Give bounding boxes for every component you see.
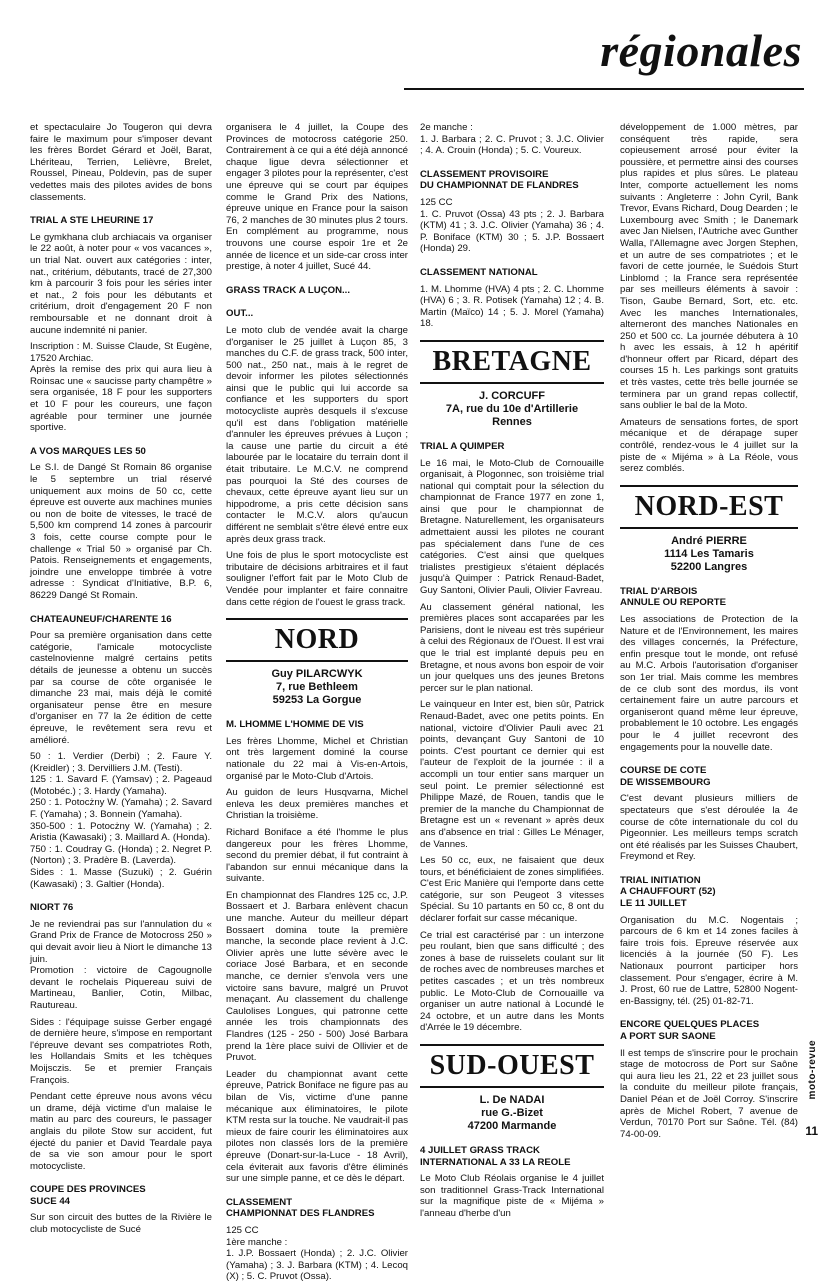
article-paragraph: Le S.I. de Dangé St Romain 86 organise le 5 septembre un trial réservé uniquement aux moins de 50 cc, cette épreuve est ouverte aux machines munies ou non de boite de vitesses, le tracé de 5,500 km comprend 14 zones à parcourir 3 fois, cette course compte pour le challenge « Trial 50 » organisé par Ch. Patois. Renseignements et engagements, joindre une enveloppe timbrée à votre adresse : Syndicat d'Initiative, B.P. 6, 86229 Dangé St Romain. [30,462,212,601]
article-paragraph: Les associations de Protection de la Nature et de l'Environnement, les maires des villages concernés, la Préfecture, enfin presque tout le monde, ont refusé au M.C. Arbois l'autorisation d'organiser son 1er trial. Mais comme les membres de ce club sont des mordus, ils vont certainement faire un autre parcours et organiseront quand même leur épreuve, probablement le 10 octobre. Les engagés pour le 4 juillet recevront des engagements pour la nouvelle date. [620,614,798,753]
section-heading: COUPE DES PROVINCES SUCE 44 [30,1184,146,1207]
article-paragraph: Le Moto Club Réolais organise le 4 juillet son traditionnel Grass-Track International sur la magnifique piste de « Mijéma » l'anneau d'herbe d'un [420,1173,604,1219]
correspondent-address: Guy PILARCWYK 7, rue Bethleem 59253 La Gorgue [271,668,363,707]
article-paragraph: développement de 1.000 mètres, par conséquent très rapide, sera copieusement arrosé pour éviter la poussière, et permettre ainsi des courses plus rapides et plus sûres. Le plateau Inter, comporte actuellement les noms suivants : Angleterre : John Cyril, Bank Trevor, Evans Richard, Doug Dearden ; le Luxembourg avec Smith ; le Danemark avec Jan Nielsen, l'Autriche avec Gunther Walla, l'Allemagne avec Jorgen Stephen, et un autre de ses compatriotes ; et le favori de cette journée, le Suédois Sturt Linblomd ; la France sera représentée par ses meilleurs éléments à savoir : Tison, Gaube Bernard, Sort, etc. etc. Avec les manches Internationales, alterneront des manches Nationales en 250 et 500 cc. La journée débutera à 10 h avec les essais, à 12 h apéritif d'honneur offert par Ricard, départ des courses 15 h. Les parkings sont gratuits et très vastes, cette très belle journée se terminera par un grand repas collectif, sans oublier le bal de la Moto. [620,122,798,412]
article-paragraph: 50 : 1. Verdier (Derbi) ; 2. Faure Y. (Kreidler) ; 3. Dervilliers J.M. (Testi). 125 : 1. Savard F. (Yamsav) ; 2. Pageaud (Motobéc.) ; 3. Hardy (Yamaha). 250 : 1. Potocżny W. (Yamaha) ; 2. Savard F. (Yamaha) ; 3. Bonnein (Yamaha). 350-500 : 1. Potocżny W. (Yamaha) ; 2. Aristia (Kawasaki) ; 3. Maillard A. (Honda). 750 : 1. Coudray G. (Honda) ; 2. Negret P. (Norton) ; 3. Pradère B. (Laverda). Sides : 1. Masse (Suzuki) ; 2. Guérin (Kawasaki) ; 3. Galtier (Honda). [30,751,212,890]
article-paragraph: Ce trial est caractérisé par : un interzone peu roulant, bien que sans difficulté ; des zones à base de ruisselets coulant sur lit de roches avec de nombreuses marches et petites cascades ; et un très nombreux public. Le Moto-Club de Cornouaille va organiser un autre national à Locundé le 24 octobre, et un autre dans les Monts d'Arrée le 19 décembre. [420,929,604,1034]
section-heading: TRIAL A QUIMPER [420,440,505,452]
section-heading: CLASSEMENT PROVISOIRE DU CHAMPIONNAT DE FLANDRES [420,168,579,192]
article-paragraph: Le gymkhana club archiacais va organiser le 22 août, à noter pour « vos vacances », un trial Nat. ouvert aux catégories : inter, nat., critérium, débutants, tracé de 27,300 km à parcourir 3 fois pour les séries inter et nat., 2 fois pour les débutants et critérium, droit d'engagement 20 F non remboursable et ne donnant droit à aucune indemnité ni panier. [30,231,212,336]
masthead [0,0,824,118]
article-paragraph: C'est devant plusieurs milliers de spectateurs que s'est déroulée la 4e course de côte internationale du col du Pigeonnier. Les meilleurs temps scratch ont été réalisés par les Suisses Chaubert, Freymond et Rey. [620,793,798,863]
section-heading: TRIAL D'ARBOIS ANNULE OU REPORTE [620,585,727,609]
article-paragraph: Le 16 mai, le Moto-Club de Cornouaille organisait, à Plogonnec, son troisième trial national qui comptait pour la sélection du championnat de France 1977 en zone 1, ainsi que pour le championnat de Bretagne. Naturellement, les organisateurs admettaient aussi les pilotes ne courant pas spécialement dans l'une de ces catégories. C'est ainsi que quelques trialistes prestigieux s'étaient déplacés jusqu'à Quimper : Patrick Renaud-Badet, Guy Santoni, Olivier Pauli, Olivier Favreau. [420,457,604,597]
article-paragraph: Sides : l'équipage suisse Gerber engagé de dernière heure, s'impose en remportant l'épreuve devant ses compatriotes Roth, les Hollandais Smits et les tchèques Moijsczis. 5e et premier Français François. [30,1016,212,1086]
article-paragraph: 1. M. Lhomme (HVA) 4 pts ; 2. C. Lhomme (HVA) 6 ; 3. R. Potisek (Yamaha) 12 ; 4. B. Martin (Maïco) 14 ; 5. J. Morel (Yamaha) 18. [420,283,604,330]
article-paragraph: Inscription : M. Suisse Claude, St Eugène, 17520 Archiac. Après la remise des prix qui aura lieu à Roinsac une « saucisse party champêtre » sera organisée, 18 F pour les supporters et 10 F pour les coureurs, une façon agréable pour terminer une journée sportive. [30,341,212,434]
article-paragraph: Pour sa première organisation dans cette catégorie, l'amicale motocycliste castelnovienne malgré certains petits détails de jeunesse a obtenu un succès par sa course de côte organisée le dimanche 23 mai, mais déjà le comité organisateur pense être en mesure d'organiser en 77 la 2e édition de cette épreuve, le revêtement sera revu et amélioré. [30,630,212,746]
section-heading: A VOS MARQUES LES 50 [30,445,146,457]
column-4 [620,122,798,1145]
article-paragraph: Amateurs de sensations fortes, de sport mécanique et de dérapage super contrôlé, rendez-vous le 4 juillet sur la piste de « Mijéma » à La Réole, vous serez comblés. [620,416,798,475]
correspondent-address: L. De NADAI rue G.-Bizet 47200 Marmande [467,1094,557,1132]
section-heading: NIORT 76 [30,902,74,914]
article-paragraph: Au classement général national, les premières places sont accaparées par les Parisiens, dont le niveau est très supérieur à celui des Régionaux de l'Ouest. Il est vrai que le trial est implanté depuis peu en Bretagne, et nous avons bon espoir de voir un jour quelques uns des jeunes Bretons percer sur le plan national. [420,601,604,694]
article-paragraph: Pendant cette épreuve nous avons vécu un drame, déjà victime d'un malaise le matin au parc des coureurs, le passager anglais du pilote Stow sur accident, fut éjecté du panier et David Teardale paya de sa vie son amour pour le sport motocycliste. [30,1091,212,1172]
article-paragraph: 2e manche : 1. J. Barbara ; 2. C. Pruvot ; 3. J.C. Olivier ; 4. A. Crouin (Honda) ; 5. C. Voureux. [420,122,604,157]
column-1 [30,122,212,1241]
section-title: régionales [600,25,802,76]
article-paragraph: Le moto club de vendée avait la charge d'organiser le 25 juillet à Luçon 85, 3 manches du C.F. de grass track, 500 inter, 500 nat., 250 nat., mais à le regret de devoir informer les pilotes sélectionnés ainsi que le public qui lui accorde sa confiance et les supporters du sport motocycliste auprès desquels il s'excuse qu'il est dans l'obligation matérielle d'annuler les épreuves prévues à Luçon ; la cause une partie du circuit a été labourée par le locataire du terrain dont il était tributaire. Le M.C.V. ne comprend pas pourquoi la Sté des courses de chevaux, cette épreuve ayant lieu sur un hippodrome, a pris cette décision sans contacter le M.C.V. alors qu'aucun différent ne semblait s'être élevé entre eux après deux grass track. [226,324,408,545]
section-heading: 4 JUILLET GRASS TRACK INTERNATIONAL A 33 LA REOLE [420,1145,571,1168]
article-paragraph: Je ne reviendrai pas sur l'annulation du « Grand Prix de France de Motocross 250 » qui devait avoir lieu à Niort le dimanche 13 juin. Promotion : victoire de Cagougnolle devant le rochelais Piquereau suivi de Martineau, Banlier, Cotin, Milbac, Rautureau. [30,918,212,1011]
title-rule [404,88,804,90]
article-paragraph: Le vainqueur en Inter est, bien sûr, Patrick Renaud-Badet, avec one petits points. En national, victoire d'Olivier Pauli avec 21 points, devançant Guy Santoni de 10 points. C'est pourtant ce dernier qui est l'auteur de l'exploit de la journée : il a accompli un tour entier sans marquer un seul point. Le premier sélectionné est Philippe Mazé, de Rouen, tandis que le premier de la manche du Championnat de Bretagne est un « revenant » après deux ans d'absence en trial : Gilles Le Ménager, de Vannes. [420,699,604,850]
section-heading: TRIAL INITIATION A CHAUFFOURT (52) LE 11 JUILLET [620,874,716,910]
region-banner: BRETAGNE [420,340,604,384]
column-2 [226,122,408,1288]
article-paragraph: En championnat des Flandres 125 cc, J.P. Bossaert et J. Barbara enlèvent chacun une manche. Auteur du meilleur départ Bossaert domina toute la première manche, la seconde place revient à J.C. Olivier après une lutte sévère avec le coriace José Barbara, et en seconde manche, ce dernier s'envola vers une victoire sans bavure, malgré un Pruvot menaçant. Au classement du challenge Caulolises Longues, qui patronne cette année les trois championnats des Flandres (125 - 250 - 500) José Barbara prend la 1ère place suivi de Ollivier et de Pruvot. [226,889,408,1064]
section-heading: CLASSEMENT CHAMPIONNAT DES FLANDRES [226,1196,375,1220]
section-heading: ENCORE QUELQUES PLACES A PORT SUR SAONE [620,1019,760,1042]
region-banner: NORD-EST [620,485,798,529]
section-heading: OUT... [226,308,254,320]
section-heading: M. LHOMME L'HOMME DE VIS [226,719,364,731]
region-banner: SUD-OUEST [420,1044,604,1088]
page-number: 11 [805,1124,818,1138]
correspondent-address: André PIERRE 1114 Les Tamaris 52200 Langres [664,534,754,573]
section-heading: COURSE DE COTE DE WISSEMBOURG [620,765,711,788]
article-paragraph: 125 CC 1ère manche : 1. J.P. Bossaert (Honda) ; 2. J.C. Olivier (Yamaha) ; 3. J. Barbara (KTM) ; 4. Lecoq (X) ; 5. C. Pruvot (Ossa). [226,1224,408,1283]
article-paragraph: organisera le 4 juillet, la Coupe des Provinces de motocross catégorie 250. Contrairement à ce qui a été déjà annoncé chaque ligue devra sélectionner et engager 3 pilotes pour la représenter, c'est une épreuve qui se court par équipes comme le Grand Prix des Nations, épreuve unique en France pour la saison 76, 2 manches de 30 minutes plus 2 tours. En complément au programme, nous trouvons une course espoir 1re et 2e année de licence et un side-car cross inter prestige, à noter 4 juillet, Sucé 44. [226,122,408,273]
region-banner: NORD [226,618,408,662]
article-paragraph: Les frères Lhomme, Michel et Christian ont très largement dominé la course nationale du 22 mai à Vis-en-Artois, organisé par le Moto-Club d'Artois. [226,735,408,782]
article-paragraph: Il est temps de s'inscrire pour le prochain stage de motocross de Port sur Saône qui aura lieu les 21, 22 et 23 juillet sous la conduite du meilleur pilote français, Daniel Péan et de Joël Corroy. S'inscrire après de Michel Robert, 7 avenue de Verdun, 70170 Port sur Saône. Tél. (84) 74-00-09. [620,1047,798,1140]
column-3 [420,122,604,1225]
section-heading: CHATEAUNEUF/CHARENTE 16 [30,613,172,625]
section-heading: CLASSEMENT NATIONAL [420,266,538,278]
magazine-name: moto-revue [807,1040,818,1100]
article-paragraph: Leader du championnat avant cette épreuve, Patrick Boniface ne figure pas au bilan de Vis, victime d'une panne mécanique aux éliminatoires, le pilote KTM resta sur la touche. Ne vaudrait-il pas mieux de faire courir les éliminatoires aux pilotes non classés lors de la première épreuve (Donart-sur-la-Luce - 18 Avril), cela éviterait aux favoris d'être éliminés sur une simple panne, et ce dès le départ. [226,1068,408,1185]
article-paragraph: Au guidon de leurs Husqvarna, Michel enleva les deux premières manches et Christian la troisième. [226,787,408,822]
correspondent-address: J. CORCUFF 7A, rue du 10e d'Artillerie Rennes [445,389,579,428]
article-paragraph: Organisation du M.C. Nogentais ; parcours de 6 km et 14 zones faciles à faire trois fois. Epreuve réservée aux licenciés à la journée (50 F). Les Nationaux pourront participer hors classement. Pour s'engager, écrire à M. J. Prost, 60 rue de Lattre, 52800 Nogent-en-Bassigny, tél. (25) 01-82-71. [620,914,798,1007]
article-paragraph: Sur son circuit des buttes de la Rivière le club motocycliste de Sucé [30,1212,212,1236]
article-paragraph: 125 CC 1. C. Pruvot (Ossa) 43 pts ; 2. J. Barbara (KTM) 41 ; 3. J.C. Olivier (Yamaha) 36 ; 4. P. Boniface (KTM) 30 ; 5. J.P. Bossaert (Honda) 29. [420,196,604,255]
article-paragraph: et spectaculaire Jo Tougeron qui devra faire le maximum pour s'imposer devant les frères Bordet Gérard et Joël, Barat, Lhériteau, Terrien, Lelièvre, Brelet, Roussel, Pineau, Poldevin, pas de super vedettes mais des pilotes avides de bons classements. [30,122,212,203]
article-paragraph: Les 50 cc, eux, ne faisaient que deux tours, et bénéficiaient de zones simplifiées. C'est Eric Manière qui l'emporte dans cette catégorie, sur son Peugeot 3 vitesses Spécial. Su 10 partants en 50 cc, 8 ont du déclarer forfait sur casse mécanique. [420,855,604,925]
article-paragraph: Richard Boniface a été l'homme le plus dangereux pour les frères Lhomme, second du premier débat, il fut contraint à l'abandon sur ennui mécanique dans la suivante. [226,826,408,885]
article-paragraph: Une fois de plus le sport motocycliste est tributaire de décisions arbitraires et il faut souligner l'effort fait par le Moto Club de Vendée pour implanter et faire connaitre dans cette région de l'ouest le grass track. [226,550,408,608]
section-heading: TRIAL A STE LHEURINE 17 [30,215,154,227]
section-heading: GRASS TRACK A LUÇON... [226,284,351,296]
